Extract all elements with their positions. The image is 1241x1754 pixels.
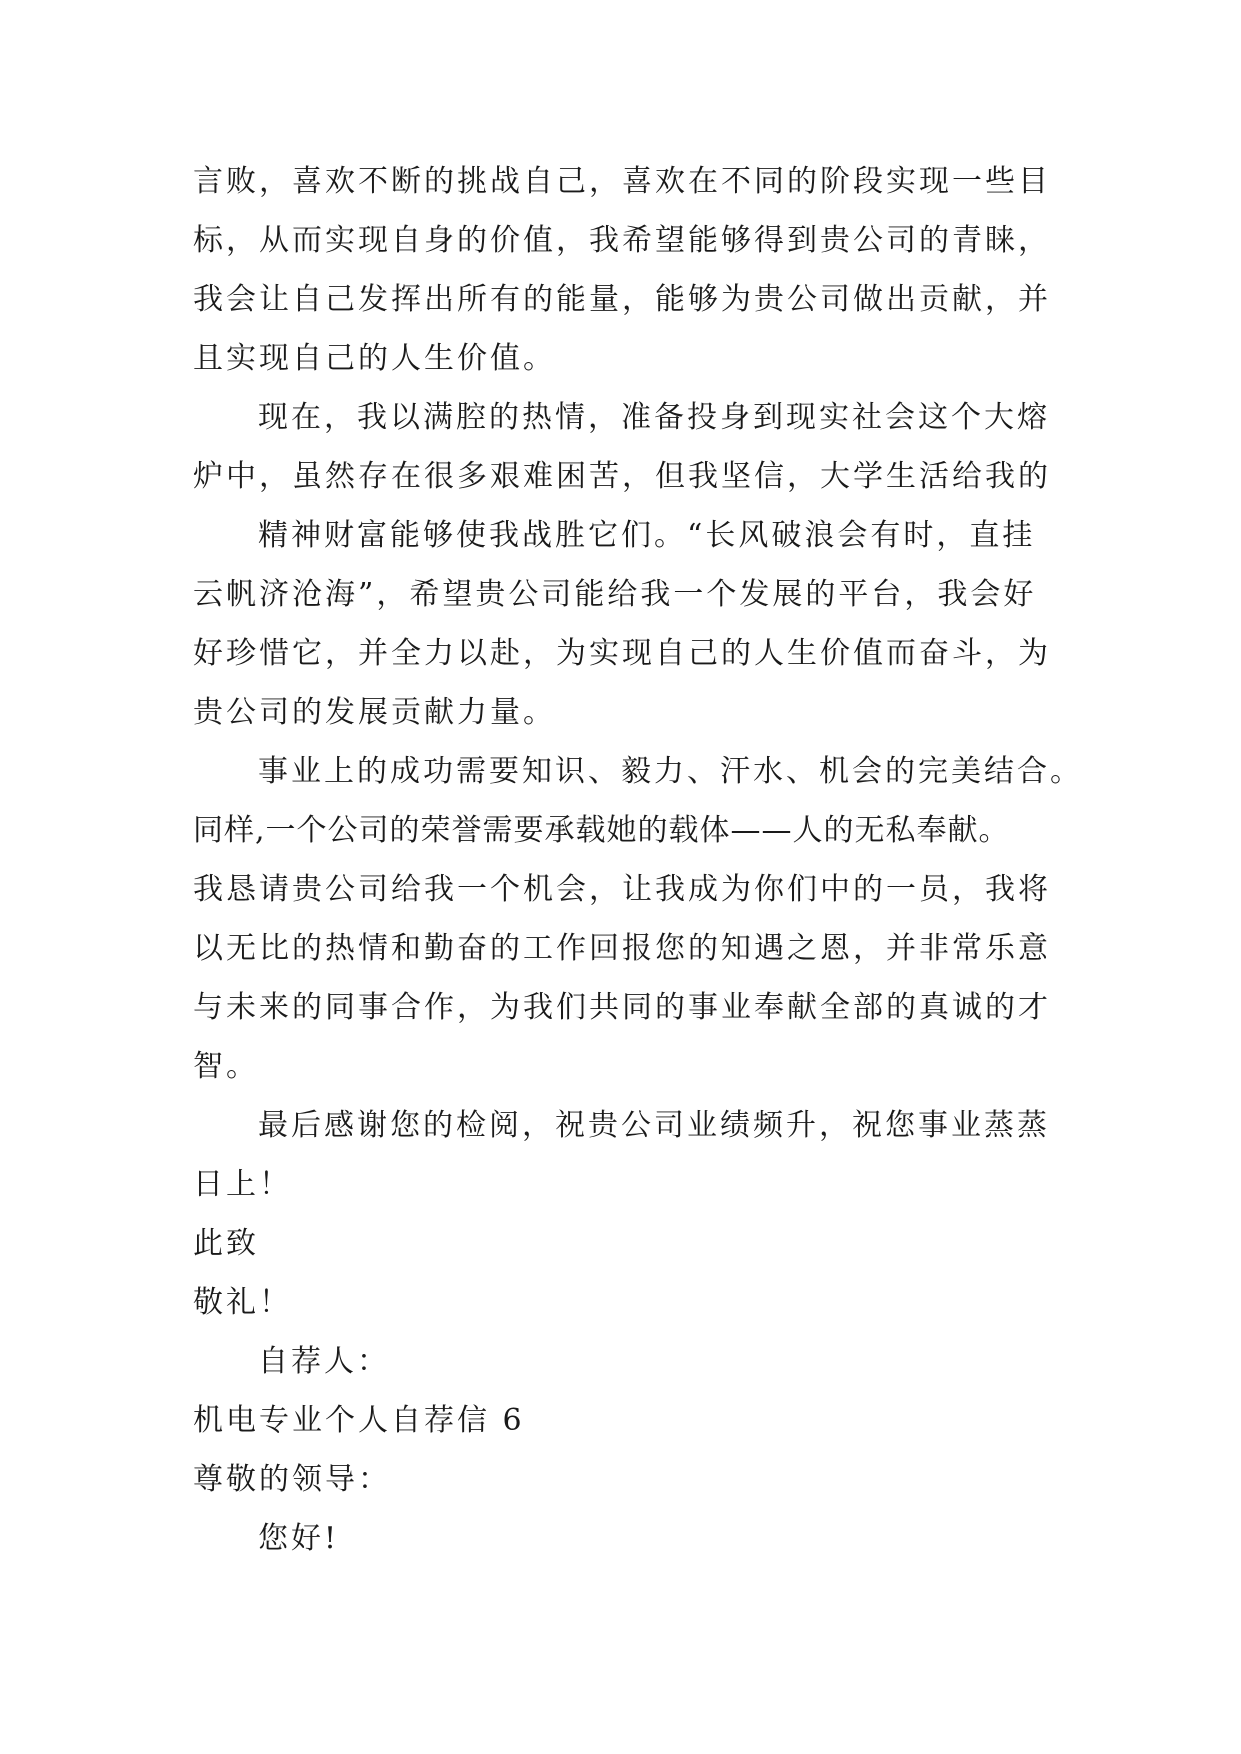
text-line: 标，从而实现自身的价值，我希望能够得到贵公司的青睐， bbox=[193, 223, 1051, 258]
text-line: 日上！ bbox=[193, 1167, 292, 1202]
text-line: 同样,一个公司的荣誉需要承载她的载体——人的无私奉献。 bbox=[193, 813, 1010, 848]
text-line: 精神财富能够使我战胜它们。“长风破浪会有时，直挂 bbox=[258, 518, 1036, 553]
paragraph-first-line: 事业上的成功需要知识、毅力、汗水、机会的完美结合。 bbox=[258, 754, 1083, 789]
text-line: 炉中，虽然存在很多艰难困苦，但我坚信，大学生活给我的 bbox=[193, 459, 1051, 494]
salutation: 尊敬的领导： bbox=[193, 1462, 391, 1497]
text-line: 贵公司的发展贡献力量。 bbox=[193, 695, 556, 730]
greeting: 您好! bbox=[258, 1521, 340, 1556]
text-line: 好珍惜它，并全力以赴，为实现自己的人生价值而奋斗，为 bbox=[193, 636, 1051, 671]
paragraph-first-line: 现在，我以满腔的热情，准备投身到现实社会这个大熔 bbox=[258, 400, 1050, 435]
paragraph-first-line: 最后感谢您的检阅，祝贵公司业绩频升，祝您事业蒸蒸 bbox=[258, 1108, 1050, 1143]
text-line: 且实现自己的人生价值。 bbox=[193, 341, 556, 376]
section-heading: 机电专业个人自荐信 6 bbox=[193, 1403, 525, 1438]
signature-label: 自荐人： bbox=[258, 1344, 390, 1379]
text-line: 我恳请贵公司给我一个机会，让我成为你们中的一员，我将 bbox=[193, 872, 1051, 907]
text-line: 以无比的热情和勤奋的工作回报您的知遇之恩，并非常乐意 bbox=[193, 931, 1051, 966]
closing-salute: 敬礼！ bbox=[193, 1285, 292, 1320]
text-line: 与未来的同事合作，为我们共同的事业奉献全部的真诚的才 bbox=[193, 990, 1051, 1025]
text-line: 智。 bbox=[193, 1049, 259, 1084]
text-line: 言败，喜欢不断的挑战自己，喜欢在不同的阶段实现一些目 bbox=[193, 164, 1051, 199]
text-line: 我会让自己发挥出所有的能量，能够为贵公司做出贡献，并 bbox=[193, 282, 1051, 317]
closing-phrase: 此致 bbox=[193, 1226, 259, 1261]
text-line: 云帆济沧海”，希望贵公司能给我一个发展的平台，我会好 bbox=[193, 577, 1037, 612]
